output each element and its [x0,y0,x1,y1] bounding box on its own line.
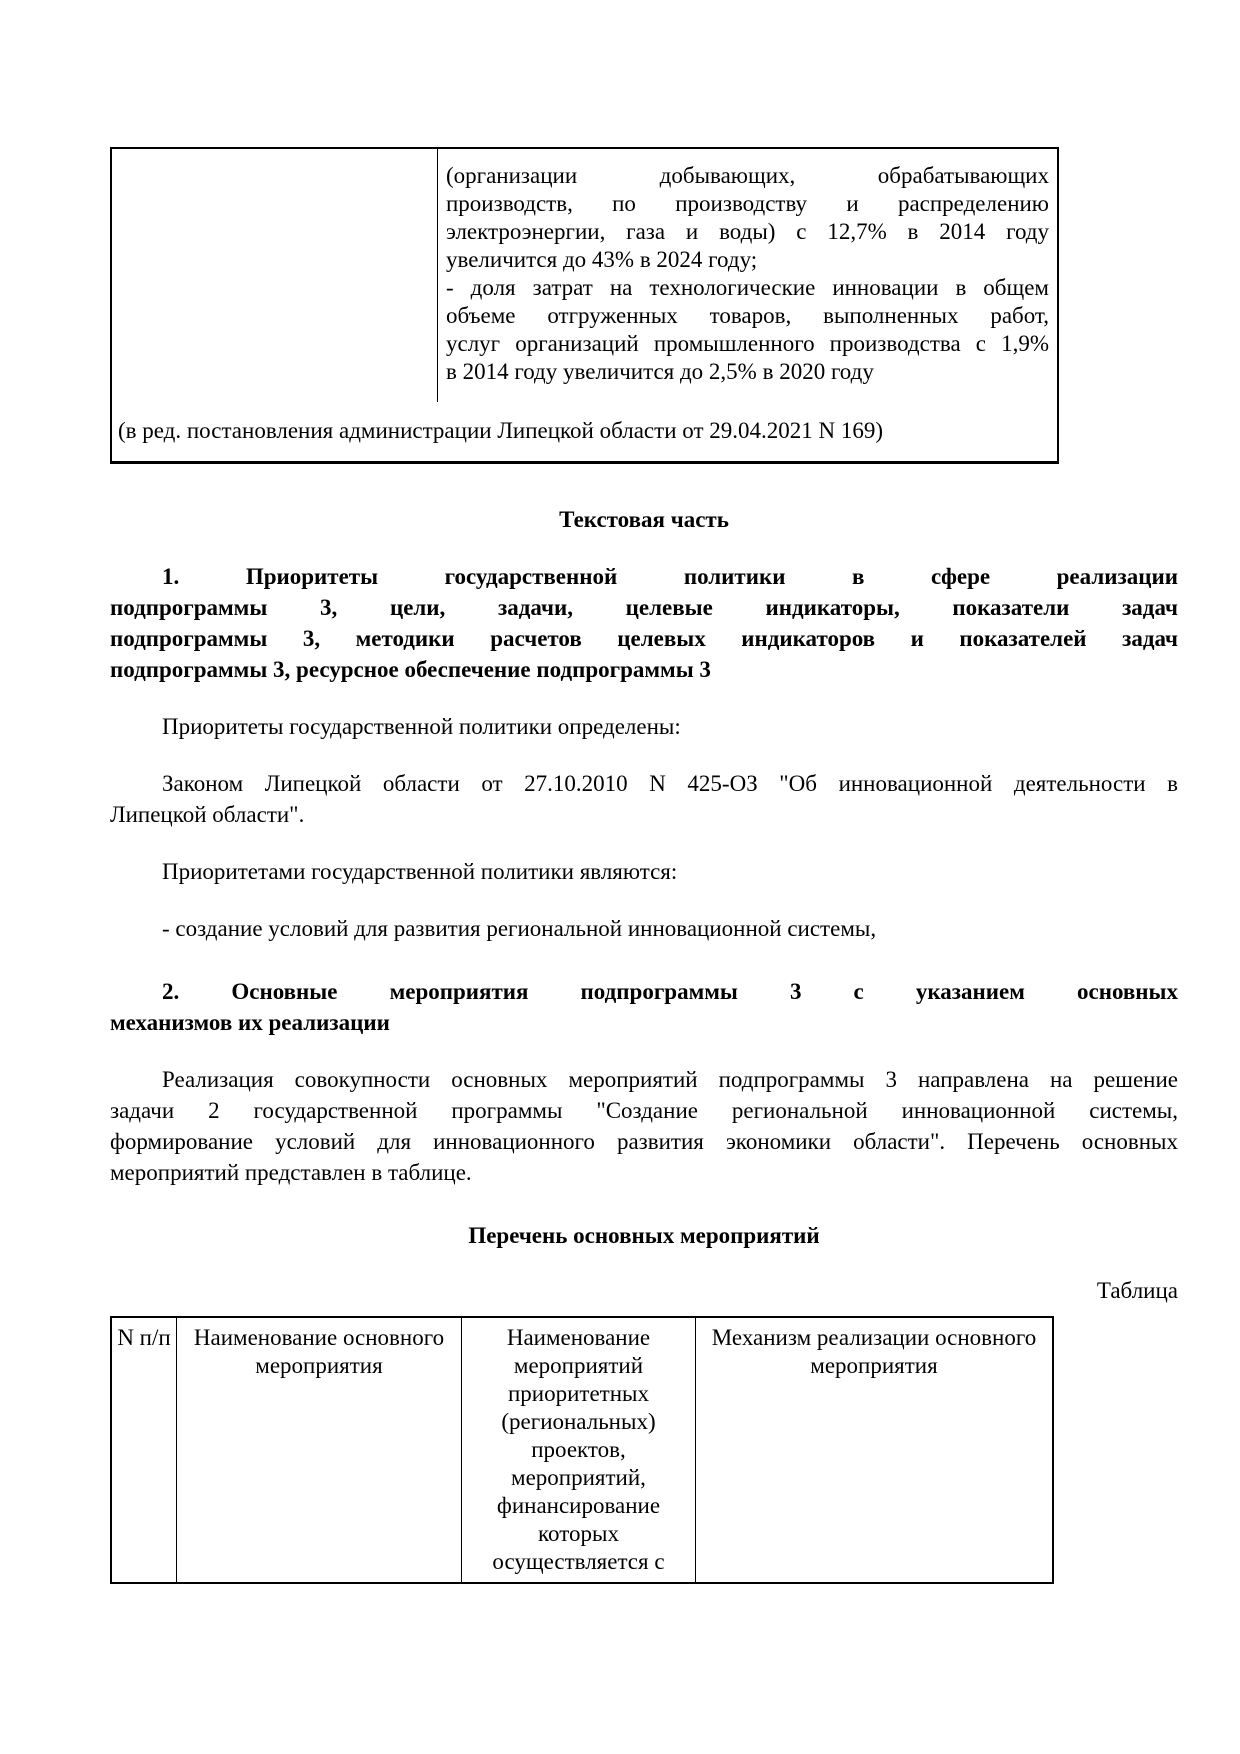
table-label: Таблица [1096,1278,1178,1303]
top-table-empty-cell [112,149,438,402]
paragraph-priorities-defined: Приоритеты государственной политики определены: [162,714,681,739]
list-of-measures-heading: Перечень основных мероприятий [468,1223,820,1248]
header-cell-mechanism: Механизм реализации основного мероприятия [696,1317,1054,1583]
revision-note: (в ред. постановления администрации Липецкой области от 29.04.2021 N 169) [118,418,884,443]
measures-table [110,1316,1054,1584]
table-header-row [111,1317,1053,1583]
paragraph-priorities-are: Приоритетами государственной политики являются: [162,859,678,884]
top-table-text-cell [438,149,1057,402]
paragraph-law: Законом Липецкой области от 27.10.2010 N 425-ОЗ "Об инновационной деятельности в Липецкой области". [110,771,1178,827]
section-2-heading: 2. Основные мероприятия подпрограммы 3 с указанием основных механизмов их реализации [110,979,1178,1035]
header-cell-project-measures: Наименование мероприятий приоритетных (региональных) проектов, мероприятий, финансирование которых осуществляется с [462,1317,696,1583]
paragraph-realization: Реализация совокупности основных мероприятий подпрограммы 3 направлена на решение задачи 2 государственной программы "Создание региональной инновационной системы, формирование условий для инновационного развития экономики области". Перечень основных мероприятий представлен в таблице. [110,1067,1178,1185]
header-cell-number: N п/п [111,1317,177,1583]
section-1-heading: 1. Приоритеты государственной политики в сфере реализации подпрограммы 3, цели, задачи, целевые индикаторы, показатели задач подпрограммы 3, методики расчетов целевых индикаторов и показателей задач подпрограммы 3, ресурсное обеспечение подпрограммы 3 [110,564,1178,682]
text-part-heading: Текстовая часть [559,507,729,532]
indicator-paragraph-1: (организации добывающих, обрабатывающих производств, по производству и распределению электроэнергии, газа и воды) с 12,7% в 2014 году увеличится до 43% в 2024 году; [446,163,1049,272]
top-table-row [112,149,1057,402]
indicator-paragraph-2: - доля затрат на технологические инновации в общем объеме отгруженных товаров, выполненных работ, услуг организаций промышленного производства с 1,9% в 2014 году увеличится до 2,5% в 2020 году [446,275,1049,384]
paragraph-creation-conditions: - создание условий для развития региональной инновационной системы, [162,916,877,941]
header-cell-measure-name: Наименование основного мероприятия [177,1317,462,1583]
top-continuation-table [110,147,1059,464]
